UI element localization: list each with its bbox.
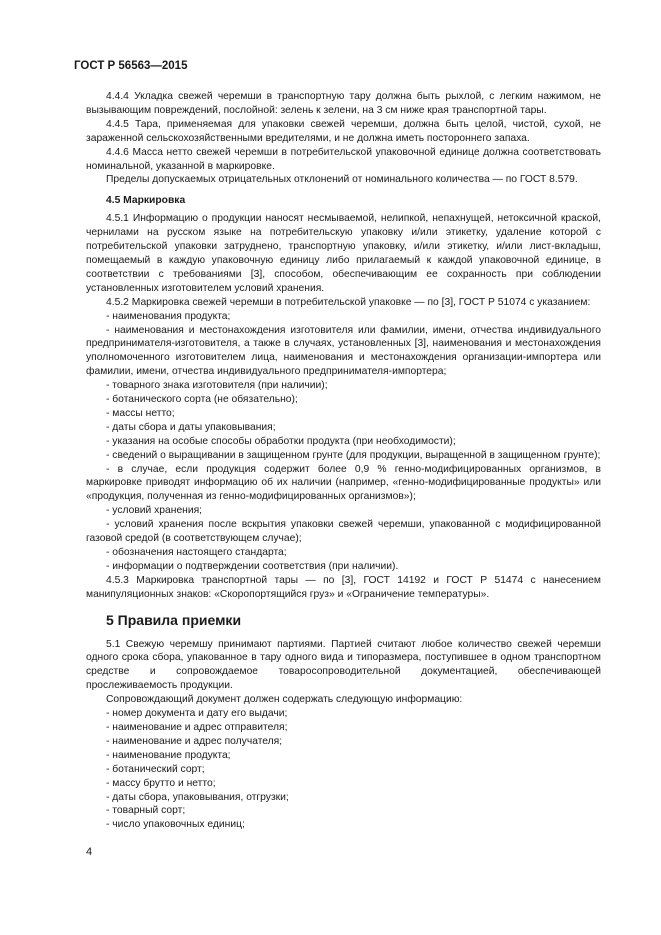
list-item: - ботанический сорт; xyxy=(106,763,205,775)
document-body xyxy=(86,90,601,832)
list-item: - указания на особые способы обработки продукта (при необходимости); xyxy=(106,435,456,447)
paragraph-5-1: 5.1 Свежую черемшу принимают партиями. Партией считают любое количество свежей черемши одного срока сбора, упакованное в тару одного вида и типоразмера, поступившее в одном транспортном средстве и сопровождаемое товаросопроводительной документацией, обеспечивающей прослеживаемость продукции. xyxy=(86,638,601,692)
list-item: - число упаковочных единиц; xyxy=(106,819,245,831)
list-item: - товарного знака изготовителя (при наличии); xyxy=(106,380,328,392)
list-item: - наименования и местонахождения изготовителя или фамилии, имени, отчества индивидуального предпринимателя-изготовителя, а также в случаях, установленных [3], наименования и местонахождения уполномоченного изготовителем лица, наименования и местонахождения организации-импортера или фамилии, имени, отчества индивидуального предпринимателя-импортера; xyxy=(86,324,601,378)
list-item: - условий хранения после вскрытия упаковки свежей черемши, упакованной с модифицированной газовой средой (в соответствующем случае); xyxy=(86,519,601,545)
document-header: ГОСТ Р 56563—2015 xyxy=(74,60,188,72)
paragraph-docs: Сопровождающий документ должен содержать следующую информацию: xyxy=(106,694,463,706)
list-item: - даты сбора и даты упаковывания; xyxy=(106,421,276,433)
list-item: - наименования продукта; xyxy=(106,310,231,322)
list-item: - ботанического сорта (не обязательно); xyxy=(106,394,298,406)
list-item: - информации о подтверждении соответствия (при наличии). xyxy=(106,560,399,572)
list-item: - сведений о выращивании в защищенном грунте (для продукции, выращенной в защищенном грунте); xyxy=(106,449,601,461)
list-item: - даты сбора, упаковывания, отгрузки; xyxy=(106,791,289,803)
list-item: - наименование продукта; xyxy=(106,749,231,761)
paragraph-4-4-5: 4.4.5 Тара, применяемая для упаковки свежей черемши, должна быть целой, чистой, сухой, не зараженной сельскохозяйственными вредителями, и не должна иметь постороннего запаха. xyxy=(86,118,601,144)
list-item: - в случае, если продукция содержит более 0,9 % генно-модифицированных организмов, в маркировке приводят информацию об их наличии (например, «генно-модифицированные продукты» или «продукция, полученная из генно-модифицированных организмов»); xyxy=(86,463,601,503)
paragraph-4-5-3: 4.5.3 Маркировка транспортной тары — по [3], ГОСТ 14192 и ГОСТ Р 51474 с нанесением манипуляционных знаков: «Скоропортящийся груз» и «Ограничение температуры». xyxy=(86,574,601,600)
paragraph-4-5-2: 4.5.2 Маркировка свежей черемши в потребительской упаковке — по [3], ГОСТ Р 51074 с указанием: xyxy=(106,296,591,308)
list-item: - наименование и адрес отправителя; xyxy=(106,721,288,733)
list-item: - номер документа и дату его выдачи; xyxy=(106,708,288,720)
list-item: - условий хранения; xyxy=(106,505,203,517)
list-item: - товарный сорт; xyxy=(106,805,186,817)
paragraph-4-4-4: 4.4.4 Укладка свежей черемши в транспортную тару должна быть рыхлой, с легким нажимом, не вызывающим повреждений, послойной: зелень к зелени, на 3 см ниже края транспортной тары. xyxy=(86,91,601,116)
page-number: 4 xyxy=(86,846,93,858)
paragraph-4-5-1: 4.5.1 Информацию о продукции наносят несмываемой, нелипкой, непахнущей, нетоксичной краской, чернилами на русском языке на потребительскую упаковку и/или этикетку, удаление которой с потребительской упаковки затруднено, транспортную упаковку, и/или этикетку, и/или лист-вкладыш, помещаемый в каждую упаковочную единицу либо прилагаемый к каждой упаковочной единице, в соответствии с требованиями [3], способом, обеспечивающим ее сохранность при соблюдении установленных изготовителем условий хранения. xyxy=(86,213,601,294)
section-heading-5: 5 Правила приемки xyxy=(106,611,242,628)
list-item: - массы нетто; xyxy=(106,407,175,419)
paragraph-limits: Пределы допускаемых отрицательных отклонений от номинального количества — по ГОСТ 8.579. xyxy=(106,174,578,186)
section-heading-4-5: 4.5 Маркировка xyxy=(106,195,186,207)
list-item: - обозначения настоящего стандарта; xyxy=(106,547,287,558)
paragraph-4-4-6: 4.4.6 Масса нетто свежей черемши в потребительской упаковочной единице должна соответствовать номинальной, указанной в маркировке. xyxy=(86,146,601,172)
list-item: - массу брутто и нетто; xyxy=(106,777,216,789)
list-item: - наименование и адрес получателя; xyxy=(106,735,283,747)
